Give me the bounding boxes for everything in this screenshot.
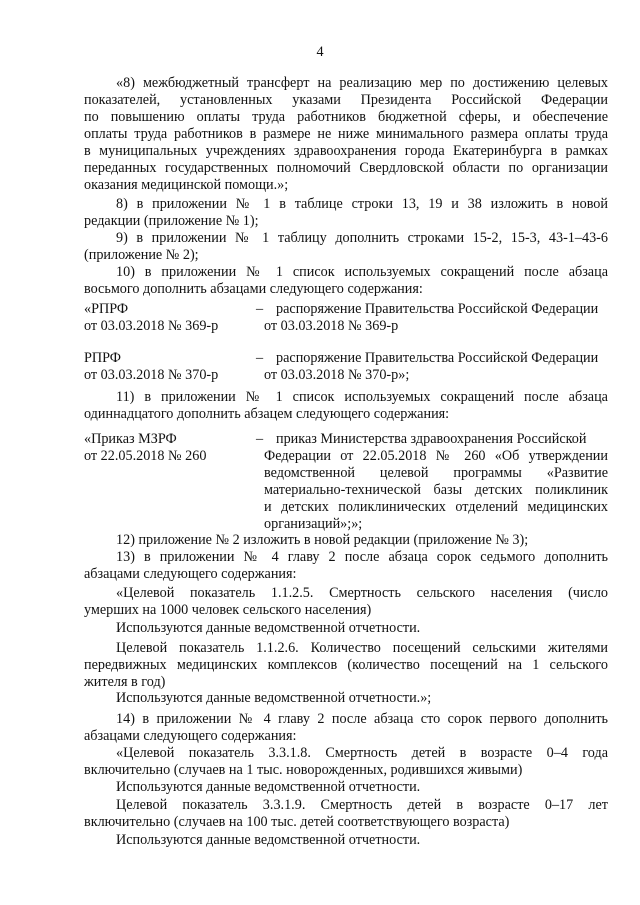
- text-line: РПРФ: [84, 350, 121, 366]
- abbreviation-term: [84, 350, 254, 384]
- text-line: 11) в приложении № 1 список используемых сокращений после абзаца: [116, 389, 608, 405]
- text-line: распоряжение Правительства Российской Федерации: [276, 350, 599, 366]
- paragraph-item-13: [84, 549, 608, 583]
- text-line: показателей, установленных указами Президента Российской Федерации: [84, 92, 608, 108]
- paragraph-data-source-1: [84, 620, 608, 637]
- text-line: переданных государственных полномочий Свердловской области по организации: [84, 160, 608, 176]
- text-line: абзацами следующего содержания:: [84, 728, 297, 744]
- text-line: Используются данные ведомственной отчетности.: [116, 832, 421, 848]
- text-line: 14) в приложении № 4 главу 2 после абзаца сто сорок первого дополнить: [116, 711, 608, 727]
- text-line: «Приказ МЗРФ: [84, 431, 177, 447]
- dash-separator: –: [256, 301, 264, 317]
- text-line: Используются данные ведомственной отчетности.: [116, 620, 421, 636]
- text-line: жителя в год): [84, 674, 166, 690]
- text-line: «РПРФ: [84, 301, 129, 317]
- text-line: от 03.03.2018 № 370-р: [84, 367, 219, 383]
- text-line: 8) в приложении № 1 в таблице строки 13, 19 и 38 изложить в новой: [116, 196, 608, 212]
- text-line: Используются данные ведомственной отчетности.»;: [116, 690, 432, 706]
- text-line: оказания медицинской помощи.»;: [84, 177, 289, 193]
- text-line: включительно (случаев на 100 тыс. детей соответствующего возраста): [84, 814, 510, 830]
- text-line: по повышению оплаты труда работников бюджетной сферы, и обеспечение: [84, 109, 608, 125]
- text-line: оплаты труда работников в размере не ниже минимального размера оплаты труда: [84, 126, 608, 142]
- text-line: Федерации от 22.05.2018 № 260 «Об утверждении: [264, 448, 608, 464]
- abbreviation-definition: [264, 301, 608, 335]
- text-line: 10) в приложении № 1 список используемых сокращений после абзаца: [116, 264, 608, 280]
- text-line: передвижных медицинских комплексов (количество посещений на 1 сельского: [84, 657, 608, 673]
- text-line: Целевой показатель 1.1.2.6. Количество посещений сельскими жителями: [116, 640, 608, 656]
- text-line: приказ Министерства здравоохранения Российской: [276, 431, 587, 447]
- paragraph-data-source-4: [84, 832, 608, 849]
- paragraph-item-10: [84, 264, 608, 298]
- abbreviation-definition: [264, 431, 608, 533]
- text-line: включительно (случаев на 1 тыс. новорожденных, родившихся живыми): [84, 762, 523, 778]
- text-line: Используются данные ведомственной отчетности.: [116, 779, 421, 795]
- text-line: «Целевой показатель 1.1.2.5. Смертность сельского населения (число: [116, 585, 608, 601]
- text-line: умерших на 1000 человек сельского населения): [84, 602, 372, 618]
- paragraph-indicator-1-1-2-6: [84, 640, 608, 691]
- paragraph-item-8: [84, 196, 608, 230]
- text-line: 12) приложение № 2 изложить в новой редакции (приложение № 3);: [116, 532, 529, 548]
- text-line: 9) в приложении № 1 таблицу дополнить строками 15-2, 15-3, 43-1–43-6: [116, 230, 608, 246]
- paragraph-data-source-3: [84, 779, 608, 796]
- text-line: материально-технической базы детских поликлиник: [264, 482, 608, 498]
- dash-separator: –: [256, 350, 264, 366]
- abbreviation-definition: [264, 350, 608, 384]
- paragraph-item-12: [84, 532, 608, 549]
- paragraph-indicator-3-3-1-9: [84, 797, 608, 831]
- paragraph-8-transfer: [84, 75, 608, 194]
- paragraph-item-11: [84, 389, 608, 423]
- text-line: «Целевой показатель 3.3.1.8. Смертность детей в возрасте 0–4 года: [116, 745, 608, 761]
- paragraph-item-9: [84, 230, 608, 264]
- text-line: редакции (приложение № 1);: [84, 213, 259, 229]
- text-line: и детских поликлинических отделений медицинских: [264, 499, 608, 515]
- text-line: абзацами следующего содержания:: [84, 566, 297, 582]
- text-line: от 03.03.2018 № 370-р»;: [264, 367, 410, 383]
- paragraph-indicator-3-3-1-8: [84, 745, 608, 779]
- abbreviation-term: [84, 301, 254, 335]
- text-line: Целевой показатель 3.3.1.9. Смертность детей в возрасте 0–17 лет: [116, 797, 608, 813]
- text-line: 13) в приложении № 4 главу 2 после абзаца сорок седьмого дополнить: [116, 549, 608, 565]
- paragraph-data-source-2: [84, 690, 608, 707]
- text-line: ведомственной целевой программы «Развитие: [264, 465, 608, 481]
- abbreviation-entry-order-mzrf: [84, 431, 608, 535]
- abbreviation-entry-rprf-370: [84, 350, 608, 386]
- abbreviation-entry-rprf-369: [84, 301, 608, 337]
- text-line: одиннадцатого дополнить абзацем следующего содержания:: [84, 406, 450, 422]
- text-line: в муниципальных учреждениях здравоохранения города Екатеринбурга в рамках: [84, 143, 608, 159]
- text-line: «8) межбюджетный трансферт на реализацию мер по достижению целевых: [116, 75, 608, 91]
- paragraph-indicator-1-1-2-5: [84, 585, 608, 619]
- abbreviation-term: [84, 431, 254, 465]
- dash-separator: –: [256, 431, 264, 447]
- text-line: распоряжение Правительства Российской Федерации: [276, 301, 599, 317]
- page-number: 4: [316, 44, 324, 60]
- text-line: восьмого дополнить абзацами следующего содержания:: [84, 281, 423, 297]
- text-line: организаций»;»;: [264, 516, 363, 532]
- text-line: от 22.05.2018 № 260: [84, 448, 207, 464]
- text-line: (приложение № 2);: [84, 247, 199, 263]
- text-line: от 03.03.2018 № 369-р: [264, 318, 399, 334]
- paragraph-item-14: [84, 711, 608, 745]
- text-line: от 03.03.2018 № 369-р: [84, 318, 219, 334]
